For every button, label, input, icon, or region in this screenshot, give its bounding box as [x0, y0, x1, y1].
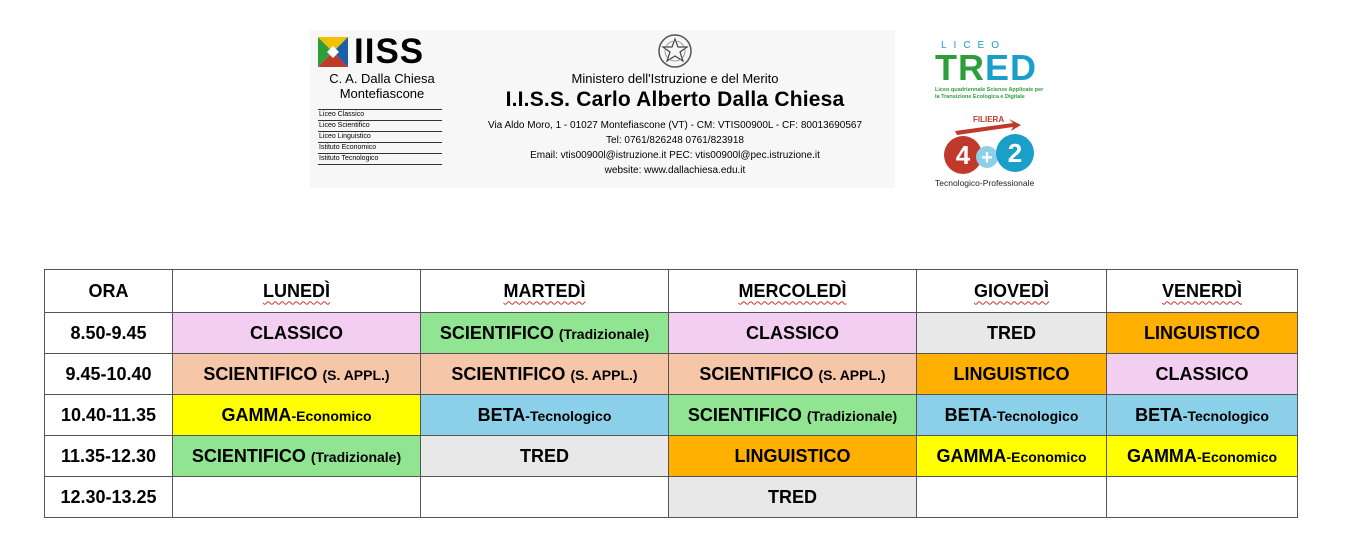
cell-main-label: LINGUISTICO [953, 363, 1070, 384]
schedule-cell [1107, 313, 1298, 354]
time-slot-cell: 9.45-10.40 [45, 354, 173, 395]
iiss-logo-line1: C. A. Dalla Chiesa [329, 71, 435, 86]
tred-logo [935, 40, 1045, 188]
filiera-n1: 4 [955, 140, 971, 170]
tred-liceo-label: LICEO [941, 40, 1007, 51]
branch-item: Liceo Linguistico [318, 131, 442, 142]
schedule-body [45, 313, 1298, 518]
filiera-label: FILIERA [973, 115, 1005, 124]
header-venerdi: VENERDÌ [1107, 270, 1298, 313]
schedule-cell [917, 313, 1107, 354]
table-row [45, 436, 1298, 477]
cell-sub-label: -Tecnologico [992, 407, 1079, 424]
school-website: website: www.dallachiesa.edu.it [604, 165, 746, 176]
cell-sub-label: (Tradizionale) [310, 448, 402, 465]
table-row [45, 477, 1298, 518]
cell-main-label: CLASSICO [1155, 363, 1249, 384]
schedule-cell [917, 354, 1107, 395]
iiss-logo [318, 32, 446, 165]
schedule-cell [669, 436, 917, 477]
branch-list [318, 109, 442, 165]
schedule-cell [669, 354, 917, 395]
schedule-cell [173, 395, 421, 436]
cell-sub-label: -Economico [1196, 448, 1278, 465]
cell-main-label: TRED [768, 486, 817, 507]
header-martedi: MARTEDÌ [421, 270, 669, 313]
cell-sub-label: -Economico [1006, 448, 1087, 465]
cell-main-label: BETA [477, 404, 526, 425]
schedule-cell [917, 395, 1107, 436]
filiera-caption: Tecnologico-Professionale [935, 178, 1035, 188]
italian-republic-emblem-icon [657, 33, 693, 69]
schedule-cell [173, 477, 421, 518]
cell-main-label: SCIENTIFICO [191, 445, 306, 466]
time-slot-cell: 11.35-12.30 [45, 436, 173, 477]
schedule-cell [917, 436, 1107, 477]
iiss-x-icon [318, 37, 348, 67]
time-slot-cell: 8.50-9.45 [45, 313, 173, 354]
branch-item: Istituto Tecnologico [318, 153, 442, 165]
schedule-cell [173, 313, 421, 354]
schedule-cell [421, 477, 669, 518]
schedule-cell [1107, 395, 1298, 436]
cell-main-label: GAMMA [221, 404, 292, 425]
schedule-cell [917, 477, 1107, 518]
school-address: Via Aldo Moro, 1 - 01027 Montefiascone (VT) - CM: VTIS00900L - CF: 80013690567 [487, 120, 863, 131]
schedule-cell [1107, 477, 1298, 518]
cell-main-label: CLASSICO [745, 322, 839, 343]
schedule-cell [421, 313, 669, 354]
tred-wordmark [935, 47, 1045, 88]
school-tel: Tel: 0761/826248 0761/823918 [606, 135, 744, 146]
cell-main-label: SCIENTIFICO [687, 404, 802, 425]
schedule-cell [421, 436, 669, 477]
cell-sub-label: (Tradizionale) [558, 325, 650, 342]
schedule-cell [1107, 354, 1298, 395]
schedule-cell [421, 354, 669, 395]
branch-item: Liceo Classico [318, 109, 442, 120]
filiera-logo [935, 117, 1035, 177]
header-lunedi: LUNEDÌ [173, 270, 421, 313]
table-header-row [45, 270, 1298, 313]
schedule-cell [669, 395, 917, 436]
cell-main-label: GAMMA [1126, 445, 1197, 466]
tred-description: Liceo quadriennale Scienze Applicate per la Transizione Ecologica e Digitale [935, 87, 1044, 100]
cell-main-label: LINGUISTICO [734, 445, 851, 466]
cell-main-label: TRED [987, 322, 1036, 343]
cell-sub-label: (Tradizionale) [806, 407, 898, 424]
branch-item: Istituto Economico [318, 142, 442, 153]
filiera-graphic-icon [935, 117, 1035, 177]
iiss-logo-line2: Montefiascone [339, 86, 425, 101]
schedule-cell [669, 313, 917, 354]
schedule-cell [1107, 436, 1298, 477]
cell-main-label: TRED [520, 445, 569, 466]
table-row [45, 354, 1298, 395]
header-giovedi: GIOVEDÌ [917, 270, 1107, 313]
cell-sub-label: -Tecnologico [525, 407, 612, 424]
table-row [45, 313, 1298, 354]
cell-sub-label: (S. APPL.) [322, 366, 390, 383]
table-row [45, 395, 1298, 436]
cell-main-label: SCIENTIFICO [699, 363, 814, 384]
schedule-cell [173, 354, 421, 395]
schedule-table [44, 269, 1298, 518]
filiera-n2: 2 [1007, 138, 1023, 168]
cell-main-label: CLASSICO [249, 322, 343, 343]
cell-main-label: SCIENTIFICO [451, 363, 566, 384]
tred-word-b: ED [985, 47, 1038, 88]
cell-main-label: GAMMA [936, 445, 1007, 466]
schedule-cell [173, 436, 421, 477]
school-name: I.I.S.S. Carlo Alberto Dalla Chiesa [505, 88, 845, 111]
branch-item: Liceo Scientifico [318, 120, 442, 131]
letterhead-center [460, 30, 890, 178]
time-slot-cell: 12.30-13.25 [45, 477, 173, 518]
header-ora: ORA [45, 270, 173, 313]
cell-main-label: SCIENTIFICO [203, 363, 318, 384]
cell-sub-label: -Tecnologico [1182, 407, 1269, 424]
cell-sub-label: (S. APPL.) [570, 366, 638, 383]
time-slot-cell: 10.40-11.35 [45, 395, 173, 436]
cell-main-label: LINGUISTICO [1144, 322, 1260, 343]
filiera-plus: + [981, 147, 993, 169]
cell-main-label: BETA [944, 404, 993, 425]
header-mercoledi: MERCOLEDÌ [669, 270, 917, 313]
cell-main-label: BETA [1135, 404, 1183, 425]
letterhead [310, 30, 895, 188]
school-email: Email: vtis00900l@istruzione.it PEC: vtis00900l@pec.istruzione.it [530, 150, 820, 161]
cell-sub-label: (S. APPL.) [818, 366, 886, 383]
cell-sub-label: -Economico [291, 407, 372, 424]
tred-word-a: TR [935, 47, 985, 88]
cell-main-label: SCIENTIFICO [439, 322, 554, 343]
schedule-cell [669, 477, 917, 518]
schedule-cell [421, 395, 669, 436]
ministry-name: Ministero dell'Istruzione e del Merito [571, 71, 779, 86]
iiss-logo-word: IISS [354, 32, 425, 71]
